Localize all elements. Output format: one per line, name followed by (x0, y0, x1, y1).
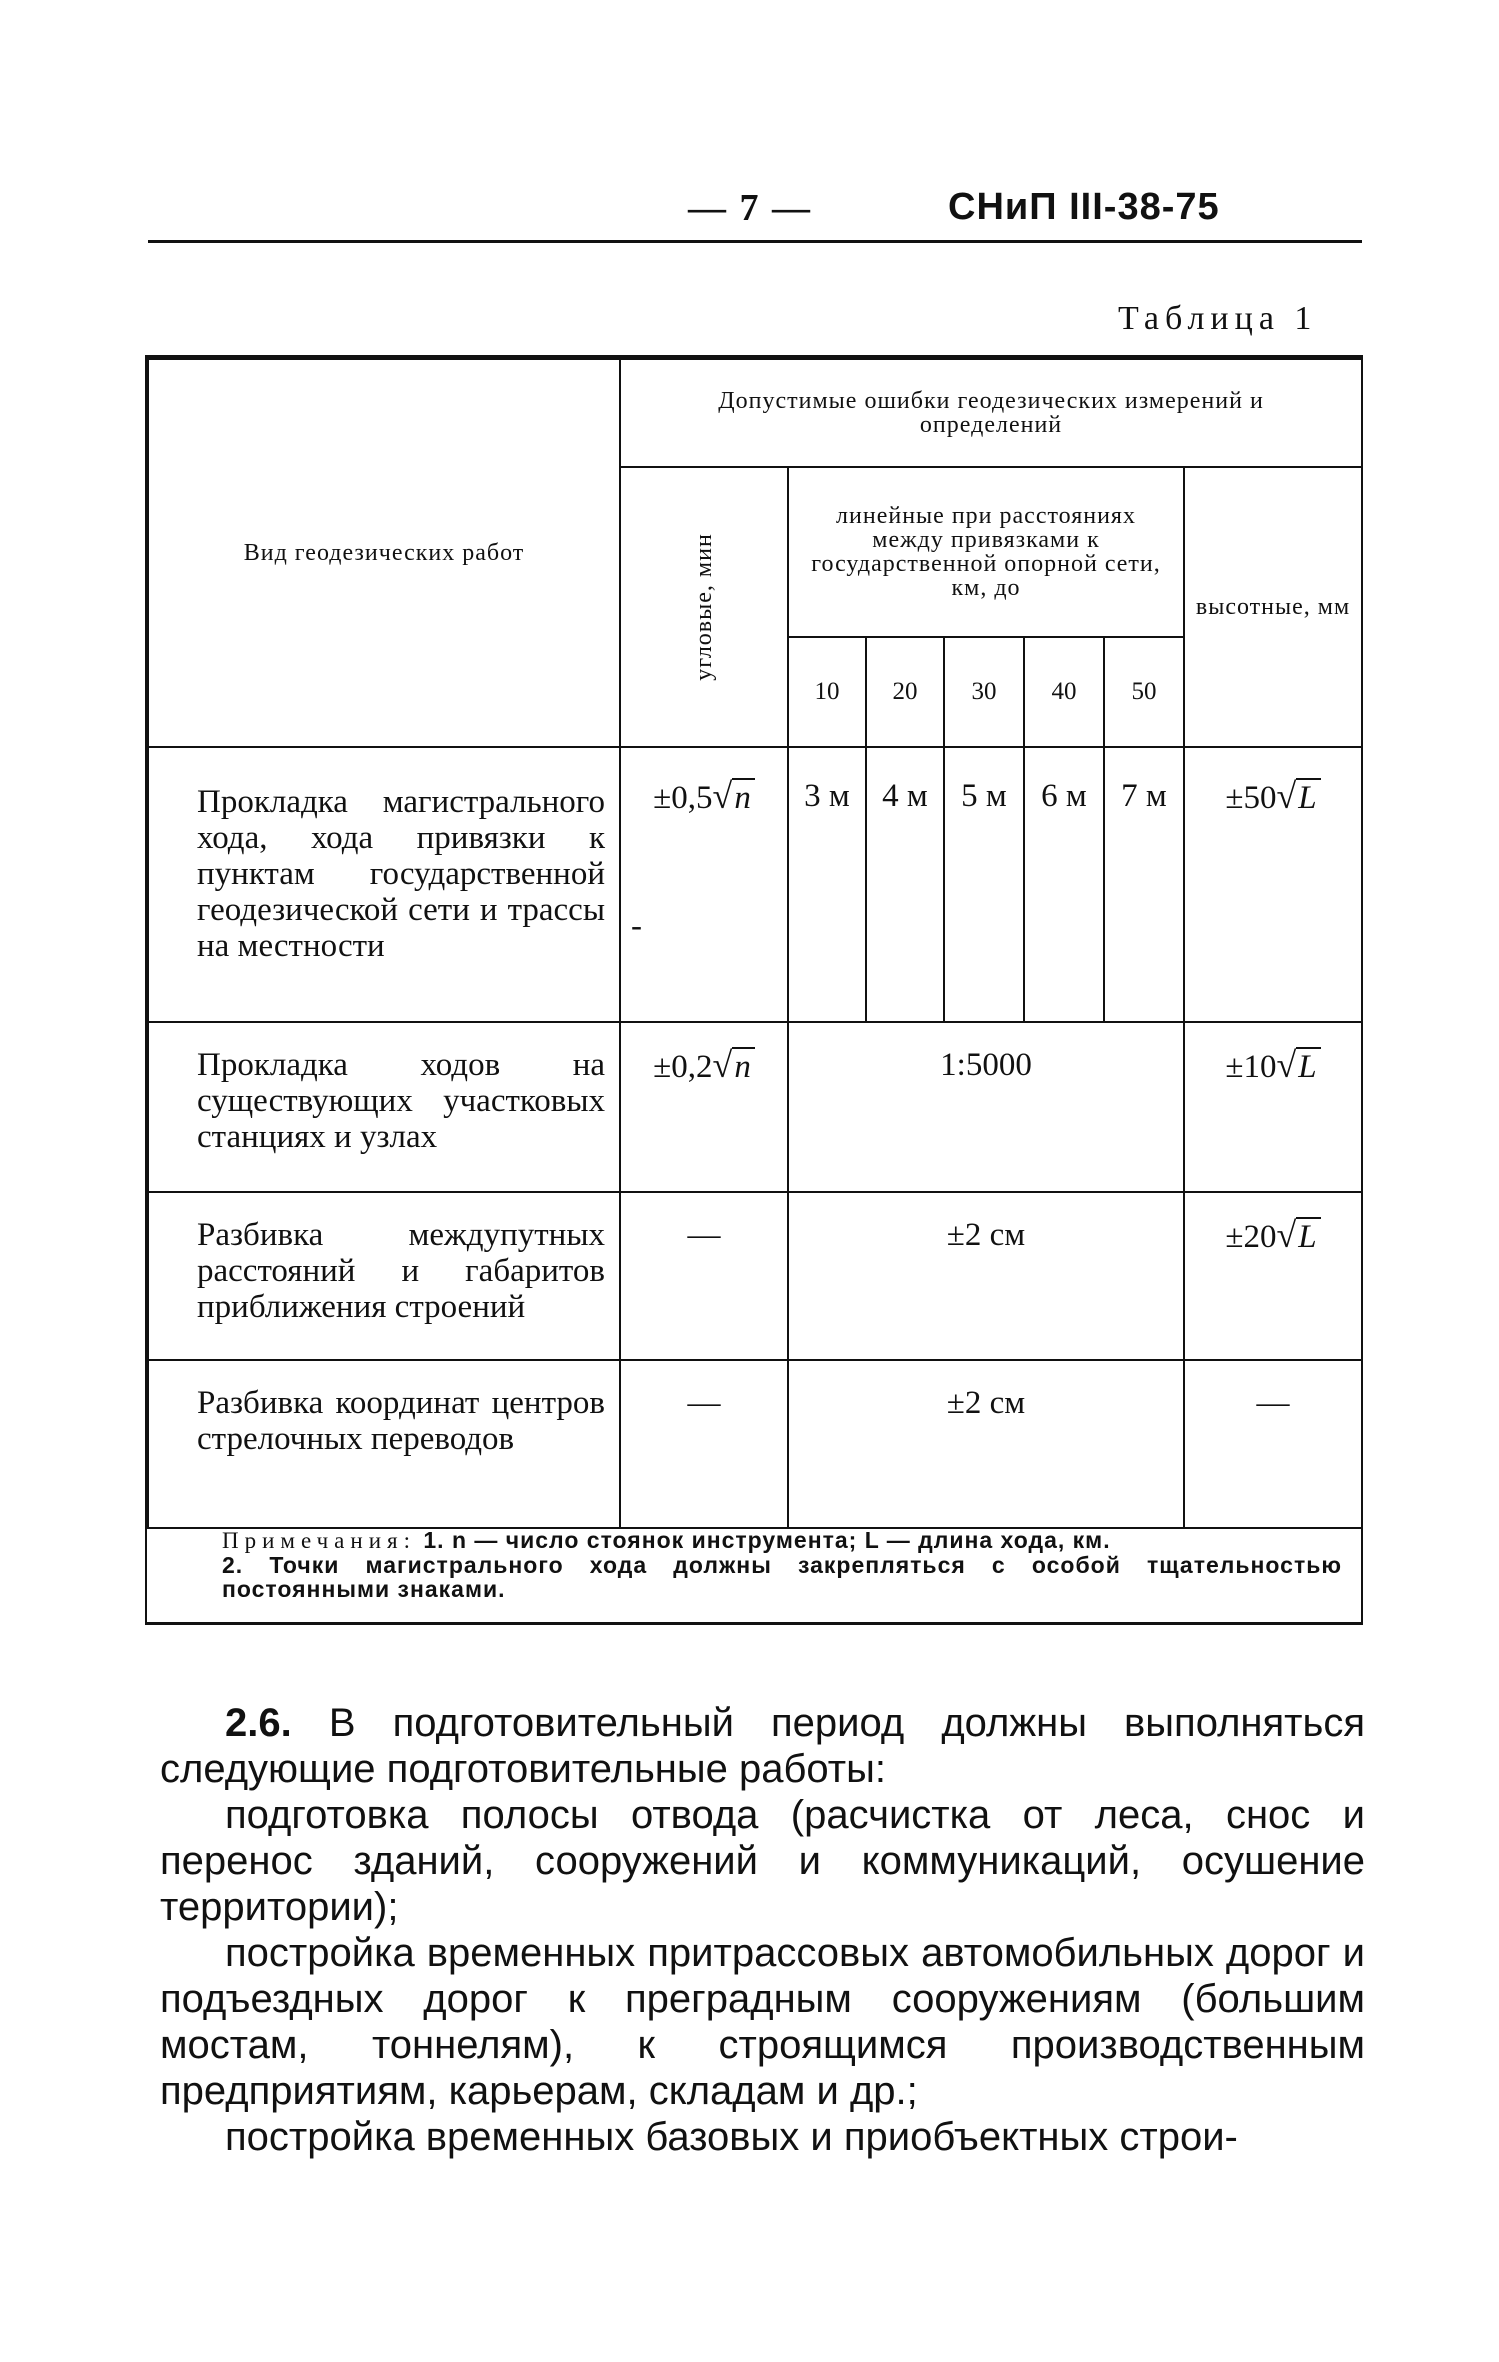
row-4-work: Разбивка координат центров стрелочных переводов (148, 1360, 620, 1528)
row-4-linear: ±2 см (788, 1360, 1184, 1528)
sqrt-icon: √ (1276, 1045, 1297, 1085)
header-linear: линейные при расстояниях между привязками к государственной опорной сети, км, до (788, 467, 1184, 637)
sqrt-icon: √ (712, 776, 733, 816)
table-row (148, 1192, 1362, 1360)
document-code: СНиП III-38-75 (948, 186, 1220, 228)
row-3-work: Разбивка междупутных расстояний и габаритов приближения строений (148, 1192, 620, 1360)
row-1-angular-var: n (732, 778, 755, 816)
note-2: 2. Точки магистрального хода должны закрепляться с особой тщательностью постоянными знаками. (222, 1552, 1342, 1602)
header-allowed-errors: Допустимые ошибки геодезических измерений и определений (620, 359, 1362, 467)
row-1-height-var: L (1296, 778, 1320, 816)
section-intro-text: В подготовительный период должны выполняться следующие подготовительные работы: (160, 1701, 1365, 1791)
row-2-angular-coef: ±0,2 (653, 1049, 713, 1085)
row-4-angular: — (620, 1360, 788, 1528)
distance-10: 10 (788, 637, 866, 747)
row-4-height: — (1184, 1360, 1362, 1528)
row-3-height-var: L (1296, 1217, 1320, 1255)
table-row (148, 747, 1362, 1022)
list-item: постройка временных притрассовых автомобильных дорог и подъездных дорог к преградным сооружениям (большим мостам, тоннелям), к строящимся производственным предприятиям, карьерам, складам и др.; (160, 1931, 1365, 2113)
row-2-height (1184, 1022, 1362, 1192)
sqrt-icon: √ (1276, 1215, 1297, 1255)
row-2-height-formula (1225, 1045, 1320, 1085)
sqrt-icon: √ (712, 1045, 733, 1085)
row-2-angular (620, 1022, 788, 1192)
page-number: — 7 — (688, 187, 812, 229)
list-item: постройка временных базовых и приобъектных строи- (225, 2115, 1238, 2159)
list-item: подготовка полосы отвода (расчистка от леса, снос и перенос зданий, сооружений и коммуникаций, осушение территории); (160, 1793, 1365, 1929)
table-row (148, 1360, 1362, 1528)
row-2-work: Прокладка ходов на существующих участковых станциях и узлах (148, 1022, 620, 1192)
table-caption: Таблица 1 (1118, 300, 1318, 337)
table-row (148, 1022, 1362, 1192)
row-1-angular-extra: - (631, 908, 642, 944)
section-number: 2.6. (225, 1701, 292, 1745)
row-1-linear-30: 5 м (944, 747, 1024, 1022)
row-1-height (1184, 747, 1362, 1022)
page-header (148, 182, 1362, 242)
row-1-angular (620, 747, 788, 1022)
tolerance-table-frame (145, 355, 1363, 1625)
row-1-linear-50: 7 м (1104, 747, 1184, 1022)
table-notes (222, 1528, 1342, 1601)
row-3-height (1184, 1192, 1362, 1360)
row-1-angular-formula (653, 776, 755, 816)
row-1-angular-coef: ±0,5 (653, 780, 713, 816)
section-text (160, 1700, 1365, 2160)
row-1-linear-40: 6 м (1024, 747, 1104, 1022)
row-3-angular: — (620, 1192, 788, 1360)
notes-label: Примечания: (222, 1528, 416, 1553)
header-rule (148, 240, 1362, 243)
row-1-linear-20: 4 м (866, 747, 944, 1022)
row-2-height-var: L (1296, 1047, 1320, 1085)
section-intro (160, 1700, 1365, 1792)
row-2-angular-var: n (732, 1047, 755, 1085)
row-3-height-formula (1225, 1215, 1320, 1255)
row-1-linear-10: 3 м (788, 747, 866, 1022)
row-2-height-coef: ±10 (1225, 1049, 1277, 1085)
header-angular-label: угловые, мин (691, 533, 717, 681)
tolerance-table (147, 358, 1363, 1529)
note-1: 1. n — число стоянок инструмента; L — длина хода, км. (423, 1527, 1111, 1553)
distance-30: 30 (944, 637, 1024, 747)
row-1-work: Прокладка магистрального хода, хода привязки к пунктам государственной геодезической сети и трассы на местности (148, 747, 620, 1022)
row-1-height-formula (1225, 776, 1320, 816)
distance-20: 20 (866, 637, 944, 747)
header-angular (620, 467, 788, 747)
header-work-type: Вид геодезических работ (148, 359, 620, 747)
row-2-linear: 1:5000 (788, 1022, 1184, 1192)
row-3-height-coef: ±20 (1225, 1219, 1277, 1255)
sqrt-icon: √ (1276, 776, 1297, 816)
row-2-angular-formula (653, 1045, 755, 1085)
header-height: высотные, мм (1184, 467, 1362, 747)
distance-40: 40 (1024, 637, 1104, 747)
distance-50: 50 (1104, 637, 1184, 747)
row-3-linear: ±2 см (788, 1192, 1184, 1360)
row-1-height-coef: ±50 (1225, 780, 1277, 816)
